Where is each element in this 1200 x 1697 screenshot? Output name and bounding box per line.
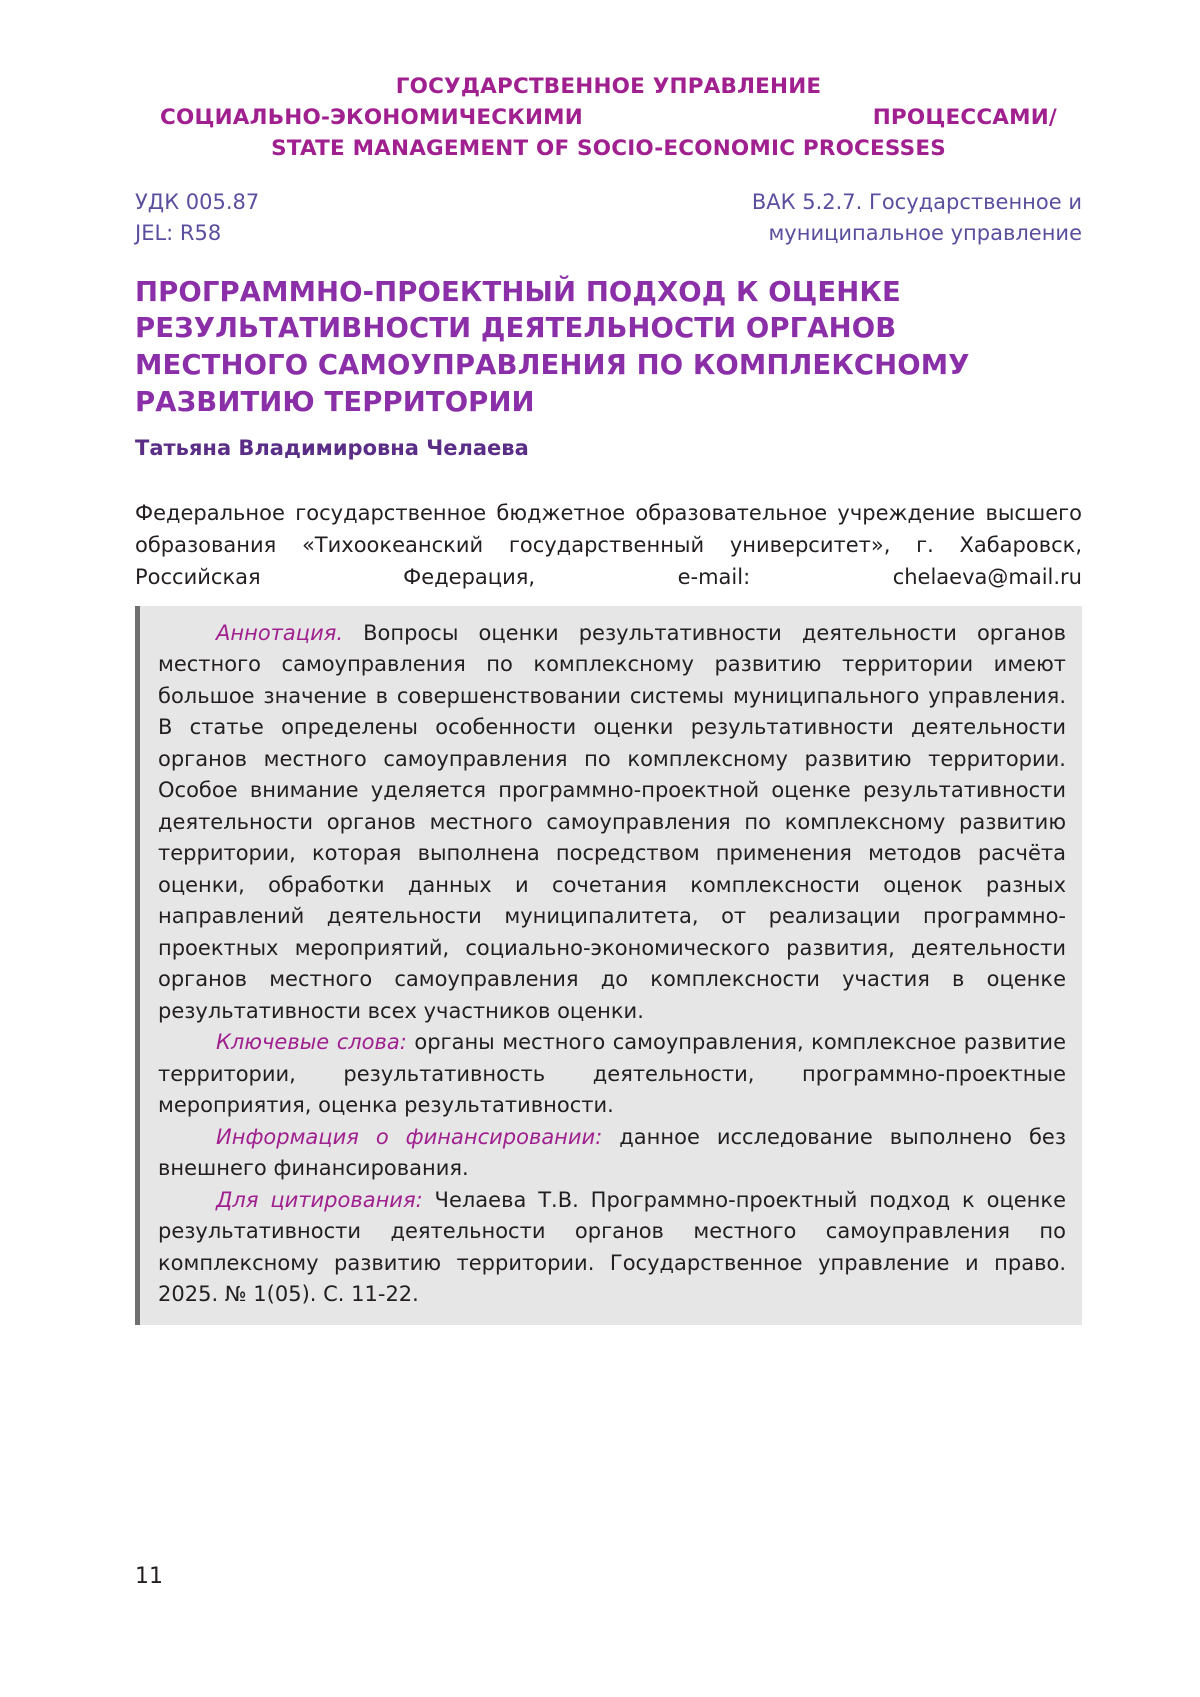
funding-text: данное исследование выполнено без внешнего финансирования. (158, 1124, 1066, 1181)
classification-codes-left (135, 187, 259, 250)
citation-label: Для цитирования: (216, 1187, 423, 1212)
page-title: ПРОГРАММНО-ПРОЕКТНЫЙ ПОДХОД К ОЦЕНКЕ РЕЗУЛЬТАТИВНОСТИ ДЕЯТЕЛЬНОСТИ ОРГАНОВ МЕСТНОГО САМОУПРАВЛЕНИЯ ПО КОМПЛЕКСНОМУ РАЗВИТИЮ ТЕРРИТОРИИ (135, 275, 970, 418)
citation-text: Челаева Т.В. Программно-проектный подход к оценке результативности деятельности органов местного самоуправления по комплексному развитию территории. Государственное управление и право. 2025. № 1(05). С. 11-22. (158, 1187, 1066, 1307)
page-number: 11 (135, 1564, 163, 1589)
vak-code-line-2: муниципальное управление (768, 221, 1082, 246)
abstract-paragraph (158, 618, 1066, 1028)
keywords-label: Ключевые слова: (216, 1030, 407, 1055)
author-name: Татьяна Владимировна Челаева (135, 436, 529, 461)
abstract-block (135, 606, 1082, 1325)
funding-label: Информация о финансировании: (216, 1124, 603, 1149)
running-head (135, 72, 1082, 165)
abstract-label: Аннотация. (216, 620, 344, 645)
citation-paragraph (158, 1185, 1066, 1311)
running-head-line-3: STATE MANAGEMENT OF SOCIO-ECONOMIC PROCESSES (271, 135, 946, 161)
keywords-paragraph (158, 1027, 1066, 1122)
udk-code: УДК 005.87 (135, 189, 260, 214)
abstract-text: Вопросы оценки результативности деятельности органов местного самоуправления по комплексному развитию территории имеют большое значение в совершенствовании системы муниципального управления. В статье определены особенности оценки результативности деятельности органов местного самоуправления по комплексному развитию территории. Особое внимание уделяется программно-проектной оценке результативности деятельности органов местного самоуправления по комплексному развитию территории, которая выполнена посредством применения методов расчёта оценки, обработки данных и сочетания комплексности оценок разных направлений деятельности муниципалитета, от реализации программно-проектных мероприятий, социально-экономического развития, деятельности органов местного самоуправления до комплексности участия в оценке результативности всех участников оценки. (158, 620, 1066, 1023)
funding-paragraph (158, 1122, 1066, 1185)
keywords-text: органы местного самоуправления, комплексное развитие территории, результативность деятельности, программно-проектные мероприятия, оценка результативности. (158, 1030, 1066, 1118)
jel-code: JEL: R58 (135, 221, 222, 246)
author-affiliation: Федеральное государственное бюджетное образовательное учреждение высшего образования «Тихоокеанский государственный университет», г. Хабаровск, Российская Федерация, e-mail: chelaeva@mail.ru (135, 501, 1082, 589)
classification-codes (135, 187, 1082, 250)
running-head-line-2: СОЦИАЛЬНО-ЭКОНОМИЧЕСКИМИ ПРОЦЕССАМИ/ (160, 104, 1057, 130)
running-head-line-1: ГОСУДАРСТВЕННОЕ УПРАВЛЕНИЕ (395, 74, 822, 99)
classification-codes-right (752, 187, 1082, 250)
vak-code-line-1: ВАК 5.2.7. Государственное и (751, 189, 1082, 214)
